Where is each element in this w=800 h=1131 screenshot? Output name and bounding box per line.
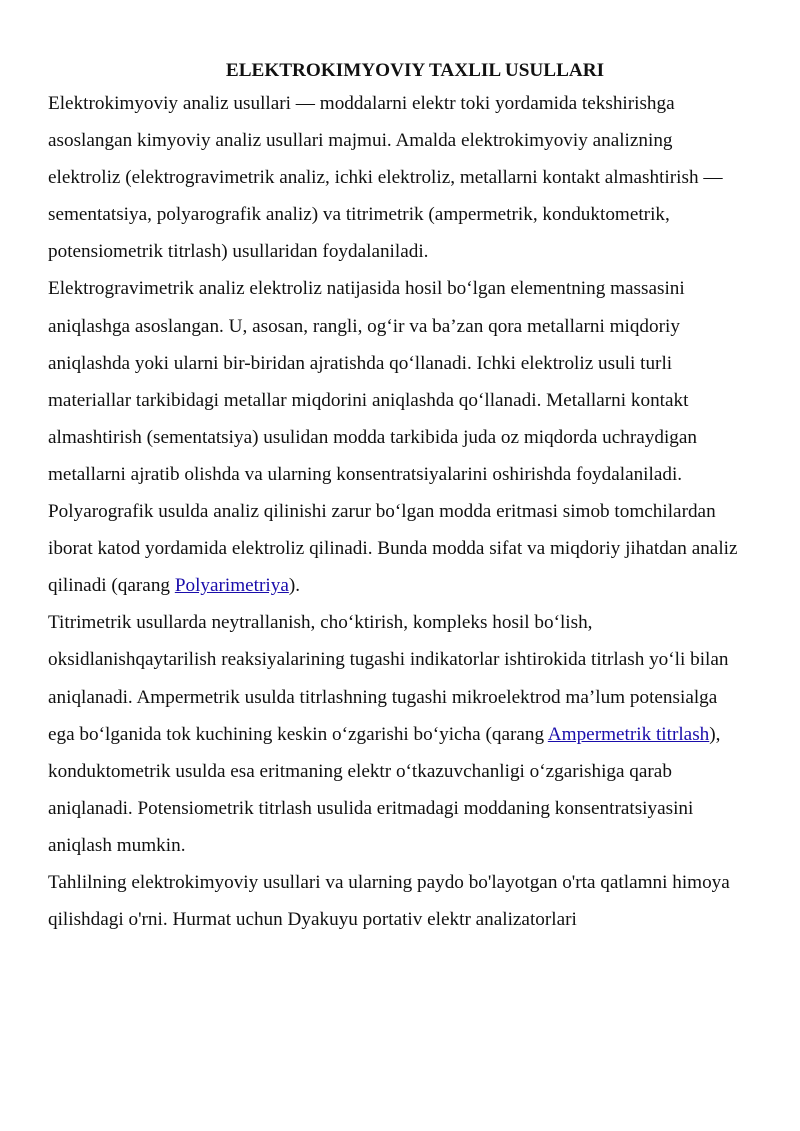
paragraph-text: Titrimetrik usullarda neytrallanish, choʻktirish, kompleks hosil boʻlish, oksidlanishqaytarilish reaksiyalarining tugashi indikatorlar ishtirokida titrlash yoʻli bilan aniqlanadi. Ampermetrik usulda titrlashning tugashi mikroelektrod maʼlum potensialga ega boʻlganida tok kuchining keskin oʻzgarishi boʻyicha (qarang (48, 612, 729, 745)
paragraph-text: ), konduktometrik usulda esa eritmaning elektr oʻtkazuvchanligi oʻzgarishiga qarab aniqlanadi. Potensiometrik titrlash usulida eritmadagi moddaning konsentratsiyasini aniqlash mumkin. (48, 723, 721, 856)
paragraph-text: Elektrogravimetrik analiz elektroliz natijasida hosil boʻlgan elementning massasini aniqlashga asoslangan. U, asosan, rangli, ogʻir va baʼzan qora metallarni miqdoriy aniqlashda yoki ularni bir-biridan ajratishda qoʻllanadi. Ichki elektroliz usuli turli materiallar tarkibidagi metallar miqdorini aniqlashda qoʻllanadi. Metallarni kontakt almashtirish (sementatsiya) usulidan modda tarkibida juda oz miqdorda uchraydigan metallarni ajratib olishda va ularning konsentratsiyalarini oshirishda foydalaniladi. Polyarografik usulda analiz qilinishi zarur boʻlgan modda eritmasi simob tomchilardan iborat katod yordamida elektroliz qilinadi. Bunda modda sifat va miqdoriy jihatdan analiz qilinadi (qarang (48, 278, 738, 597)
paragraph-titrimetric (48, 604, 738, 864)
paragraph-electrogravimetric (48, 270, 738, 604)
link-ampermetrik-titrlash[interactable]: Ampermetrik titrlash (547, 723, 710, 745)
paragraph-intro: Elektrokimyoviy analiz usullari — moddalarni elektr toki yordamida tekshirishga asoslangan kimyoviy analiz usullari majmui. Amalda elektrokimyoviy analizning elektroliz (elektrogravimetrik analiz, ichki elektroliz, metallarni kontakt almashtirish — sementatsiya, polyarografik analiz) va titrimetrik (ampermetrik, konduktometrik, potensiometrik titrlash) usullaridan foydalaniladi. (48, 93, 723, 263)
document-page (48, 57, 738, 938)
link-polyarimetriya[interactable]: Polyarimetriya (174, 575, 289, 597)
paragraph-analyzers: Tahlilning elektrokimyoviy usullari va ularning paydo bo'layotgan o'rta qatlamni himoya qilishdagi o'rni. Hurmat uchun Dyakuyu portativ elektr analizatorlari (48, 871, 730, 931)
document-title: ELEKTROKIMYOVIY TAXLIL USULLARI (225, 60, 605, 81)
paragraph-text: ). (288, 575, 301, 597)
